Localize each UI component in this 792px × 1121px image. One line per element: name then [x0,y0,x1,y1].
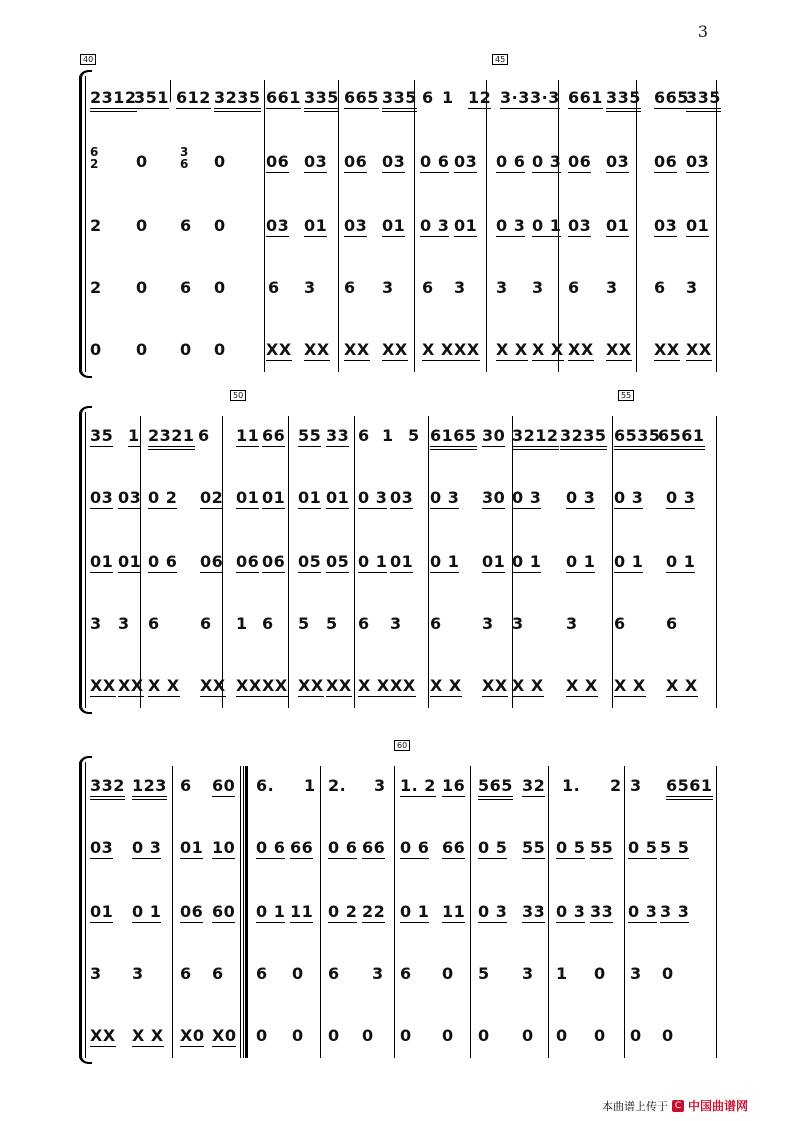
note-group: 6 [180,776,192,795]
note-group: 33 [522,902,546,921]
note-group: 1. [562,776,581,795]
note-group: 0 3 [556,902,586,921]
note-group: 612 [176,88,211,107]
note-group: 6 [654,278,666,297]
note-group: 0 [662,1026,674,1045]
note-group: XX [482,676,508,695]
note-group: 0 1 [614,552,644,571]
bracket-top-hook [79,756,92,766]
upload-text: 本曲谱上传于 [602,1099,668,1113]
note-group: 0 [214,340,226,359]
system-bracket [79,412,82,708]
stave-row [90,488,718,512]
score-system-1 [76,55,721,372]
note-group: 335 [304,88,339,112]
note-group: X X [422,340,454,359]
note-group: 0 2 [148,488,178,507]
note-group: 01 [262,488,286,507]
note-group: XX [568,340,594,359]
note-group: 0 [556,1026,568,1045]
bracket-top-hook [79,406,92,416]
note-group: 335 [686,88,721,112]
note-group: 0 [362,1026,374,1045]
note-group: XX [686,340,712,359]
note-group: 22 [362,902,386,921]
note-group: 6535 [614,426,661,450]
note-group: 6561 [658,426,705,450]
note-group: 0 [442,1026,454,1045]
note-group: X X [666,676,698,695]
note-group: 2 [90,216,102,235]
note-group: 0 3 [628,902,658,921]
note-group: 0 [292,1026,304,1045]
note-group: XX [344,340,370,359]
note-group: 0 6 [256,838,286,857]
note-group: 01 [686,216,710,235]
note-group: XX [236,676,262,695]
note-group: 05 [298,552,322,571]
note-group: X0 [180,1026,205,1045]
measure-marker: 50 [230,390,246,401]
note-group: 03 [90,488,114,507]
note-group: 6 [212,964,224,983]
note-group: 6 [422,278,434,297]
note-group: 03 [382,152,406,171]
note-group: 5 [326,614,338,633]
stave-row [90,145,718,176]
note-group: X X [566,676,598,695]
note-group: 3 [374,776,386,795]
note-group: 2 [90,278,102,297]
note-group: 6 [198,426,210,445]
footer-credit [602,1097,748,1114]
note-group: 66 [262,426,286,445]
note-group: 03 [344,216,368,235]
note-group: XX [606,340,632,359]
bracket-bottom-hook [79,368,92,378]
note-group: 3 [118,614,130,633]
note-group: 0 1 [430,552,460,571]
note-group: 0 3 [420,216,450,235]
score-system-2 [76,391,718,708]
note-group: 0 1 [666,552,696,571]
note-group: 01 [90,902,114,921]
stave-row [90,340,718,364]
note-group: 0 3 [430,488,460,507]
site-logo-icon: C [672,1100,684,1112]
note-group: 3 [304,278,316,297]
note-group: XX [266,340,292,359]
note-group: 3 [90,964,102,983]
note-group: 351 [134,88,169,107]
note-group: XX [118,676,144,695]
note-group: 1 [382,426,394,445]
note-group: 6 [180,216,192,235]
note-group: 33 [326,426,350,445]
note-group: 01 [382,216,406,235]
note-group: 11 [442,902,466,921]
note-group: 3 [496,278,508,297]
note-group: 06 [344,152,368,171]
note-group: 03 [118,488,142,507]
note-group: 3 [566,614,578,633]
stave-row [90,552,718,576]
note-group: 3 [454,278,466,297]
note-group: X X [148,676,180,695]
note-group: 6 [262,614,274,633]
note-group: 0 [136,216,148,235]
note-group: 6 [614,614,626,633]
note-group: 01 [90,552,114,571]
note-group: 5 [478,964,490,983]
note-group: 01 [454,216,478,235]
note-group: 0 [594,1026,606,1045]
measure-marker: 55 [618,390,634,401]
note-group: 2 [610,776,622,795]
bracket-top-hook [79,70,92,80]
note-group: 6 [180,278,192,297]
note-group: 03 [390,488,414,507]
note-group: 0 3 [512,488,542,507]
stave-row [90,676,718,700]
note-group: 1 [236,614,248,633]
note-group: 03 [304,152,328,171]
note-group: 3 [532,278,544,297]
note-group: 01 [390,552,414,571]
note-group: XX [262,676,288,695]
note-group: 10 [212,838,236,857]
stave-row [90,426,718,450]
note-group: 3·3 [530,88,560,107]
stave-row [90,838,718,862]
note-group: XX [200,676,226,695]
note-group: 06 [236,552,260,571]
note-group: 3 [522,964,534,983]
note-group: 06 [180,902,204,921]
note-group: 03 [454,152,478,171]
note-group: 6 [422,88,434,107]
note-group: 6 [148,614,160,633]
note-group: 6 [344,278,356,297]
note-group: 0 [442,964,454,983]
note-group: 5 [298,614,310,633]
note-group: 665 [344,88,379,107]
note-group: 02 [200,488,224,507]
note-group: 01 [236,488,260,507]
note-group: 0 1 [532,216,562,235]
note-group: XX [382,340,408,359]
note-group: 6561 [666,776,713,800]
note-group: 0 [136,340,148,359]
note-group: 60 [212,776,236,795]
note-group: 0 1 [566,552,596,571]
page-number: 3 [697,22,708,41]
note-group: 661 [266,88,301,107]
note-group: 335 [382,88,417,112]
stave-row [90,776,718,800]
note-group: 0 1 [256,902,286,921]
note-group: 06 [568,152,592,171]
note-group: 35 [90,426,114,445]
system-bracket [79,76,82,372]
note-group: 5 5 [660,838,690,857]
note-group: 0 3 [132,838,162,857]
note-group: 6 [358,426,370,445]
note-group: XX [304,340,330,359]
note-group: 03 [654,216,678,235]
measure-marker: 60 [394,740,410,751]
note-group: 6 [200,614,212,633]
note-group: 665 [654,88,689,107]
note-group: 0 [214,216,226,235]
note-group: 11 [236,426,260,445]
note-group: 6 [180,964,192,983]
note-group: 0 6 [400,838,430,857]
note-group: 0 5 [556,838,586,857]
note-group: 6. [256,776,275,795]
note-group: 3 3 [660,902,690,921]
note-group: XX [654,340,680,359]
note-group: 01 [180,838,204,857]
stave-row [90,278,718,302]
note-group: 06 [266,152,290,171]
system-bracket-thin [85,76,86,372]
note-group: X X [614,676,646,695]
note-group: 3 [606,278,618,297]
system-bracket-thin [85,412,86,708]
note-group: XX [90,1026,116,1045]
stave-row [90,88,721,112]
stave-row [90,902,718,926]
note-group: 0 3 [532,152,562,171]
note-group: 0 [136,152,148,171]
note-group: 16 [442,776,466,795]
note-group: XX [390,676,416,695]
note-group: 0 [180,340,192,359]
note-group: 0 3 [666,488,696,507]
note-group: 3212 [512,426,559,450]
note-group: 03 [606,152,630,171]
note-group: 6 [430,614,442,633]
note-group: 06 [654,152,678,171]
system-bracket-thin [85,762,86,1058]
note-group: 3 6 [180,145,189,171]
note-group: 06 [200,552,224,571]
note-group: 55 [590,838,614,857]
score-system-3 [76,741,718,1058]
note-group: 01 [298,488,322,507]
note-group: 0 [630,1026,642,1045]
bracket-bottom-hook [79,704,92,714]
note-group: 3 [90,614,102,633]
note-group: 0 1 [358,552,388,571]
note-group: 55 [298,426,322,445]
note-group: X X [512,676,544,695]
note-group: 3·3 [500,88,530,107]
note-group: 0 1 [132,902,162,921]
note-group: 01 [304,216,328,235]
note-group: 0 6 [496,152,526,171]
note-group: XX [298,676,324,695]
note-group: 0 [90,340,102,359]
note-group: X0 [212,1026,237,1045]
note-group: 0 [594,964,606,983]
note-group: XX [90,676,116,695]
measure-marker: 45 [492,54,508,65]
stave-row [90,614,718,638]
note-group: 0 3 [478,902,508,921]
note-group: 3235 [560,426,607,450]
note-group: 565 [478,776,513,800]
note-group: 3 [372,964,384,983]
note-group: 661 [568,88,603,107]
note-group: 0 5 [628,838,658,857]
note-group: 6 [328,964,340,983]
note-group: 66 [362,838,386,857]
note-group: 03 [686,152,710,171]
note-group: 0 6 [328,838,358,857]
note-group: 0 3 [566,488,596,507]
note-group: 03 [266,216,290,235]
note-group: 30 [482,426,506,445]
note-group: 3 [390,614,402,633]
note-group: 06 [262,552,286,571]
note-group: 0 [136,278,148,297]
note-group: 0 3 [496,216,526,235]
note-group: 03 [568,216,592,235]
note-group: 0 [256,1026,268,1045]
note-group: 2321 [148,426,195,450]
measure-marker: 40 [80,54,96,65]
note-group: 6165 [430,426,477,450]
note-group: 2. [328,776,347,795]
note-group: 1 [304,776,316,795]
note-group: 0 6 [148,552,178,571]
note-group: X X [532,340,564,359]
note-group: 66 [442,838,466,857]
note-group: X X [132,1026,164,1045]
note-group: 01 [118,552,142,571]
note-group: 3 [630,964,642,983]
note-group: 05 [326,552,350,571]
note-group: 6 [400,964,412,983]
note-group: 1 [128,426,140,445]
note-group: 0 1 [400,902,430,921]
note-group: 3 [686,278,698,297]
note-group: 0 1 [512,552,542,571]
stave-row [90,1026,718,1050]
note-group: 0 [214,278,226,297]
stave-row [90,964,718,988]
system-bracket [79,762,82,1058]
note-group: 3 [512,614,524,633]
note-group: 3 [482,614,494,633]
note-group: 01 [482,552,506,571]
note-group: X X [358,676,390,695]
note-group: 3 [132,964,144,983]
note-group: 3 [382,278,394,297]
note-group: 6 [256,964,268,983]
note-group: 0 3 [358,488,388,507]
note-group: 60 [212,902,236,921]
note-group: 0 3 [614,488,644,507]
note-group: 6 [358,614,370,633]
note-group: 1 [442,88,454,107]
note-group: 1. 2 [400,776,436,795]
note-group: 123 [132,776,167,800]
note-group: 6 [268,278,280,297]
note-group: 332 [90,776,125,800]
note-group: 3 [630,776,642,795]
note-group: 0 [478,1026,490,1045]
note-group: 6 [666,614,678,633]
note-group: 0 [292,964,304,983]
site-name[interactable]: 中国曲谱网 [688,1099,749,1113]
note-group: 30 [482,488,506,507]
note-group: 0 [214,152,226,171]
note-group: 0 [662,964,674,983]
note-group: 0 [522,1026,534,1045]
note-group: X X [496,340,528,359]
note-group: 03 [90,838,114,857]
note-group: 1 [556,964,568,983]
note-group: 5 [408,426,420,445]
note-group: 6 [568,278,580,297]
note-group: 3235 [214,88,261,112]
note-group: 33 [590,902,614,921]
note-group: 01 [606,216,630,235]
stave-row [90,216,718,240]
note-group: 0 6 [420,152,450,171]
note-group: X X [430,676,462,695]
note-group: 335 [606,88,641,112]
note-group: 01 [326,488,350,507]
note-group: 0 [328,1026,340,1045]
note-group: 0 5 [478,838,508,857]
note-group: XX [454,340,480,359]
note-group: 12 [468,88,492,107]
note-group: 11 [290,902,314,921]
bracket-bottom-hook [79,1054,92,1064]
note-group: 6 2 [90,145,99,171]
note-group: 0 [400,1026,412,1045]
note-group: 2312 [90,88,137,112]
note-group: XX [326,676,352,695]
note-group: 55 [522,838,546,857]
note-group: 66 [290,838,314,857]
note-group: 0 2 [328,902,358,921]
note-group: 32 [522,776,546,795]
